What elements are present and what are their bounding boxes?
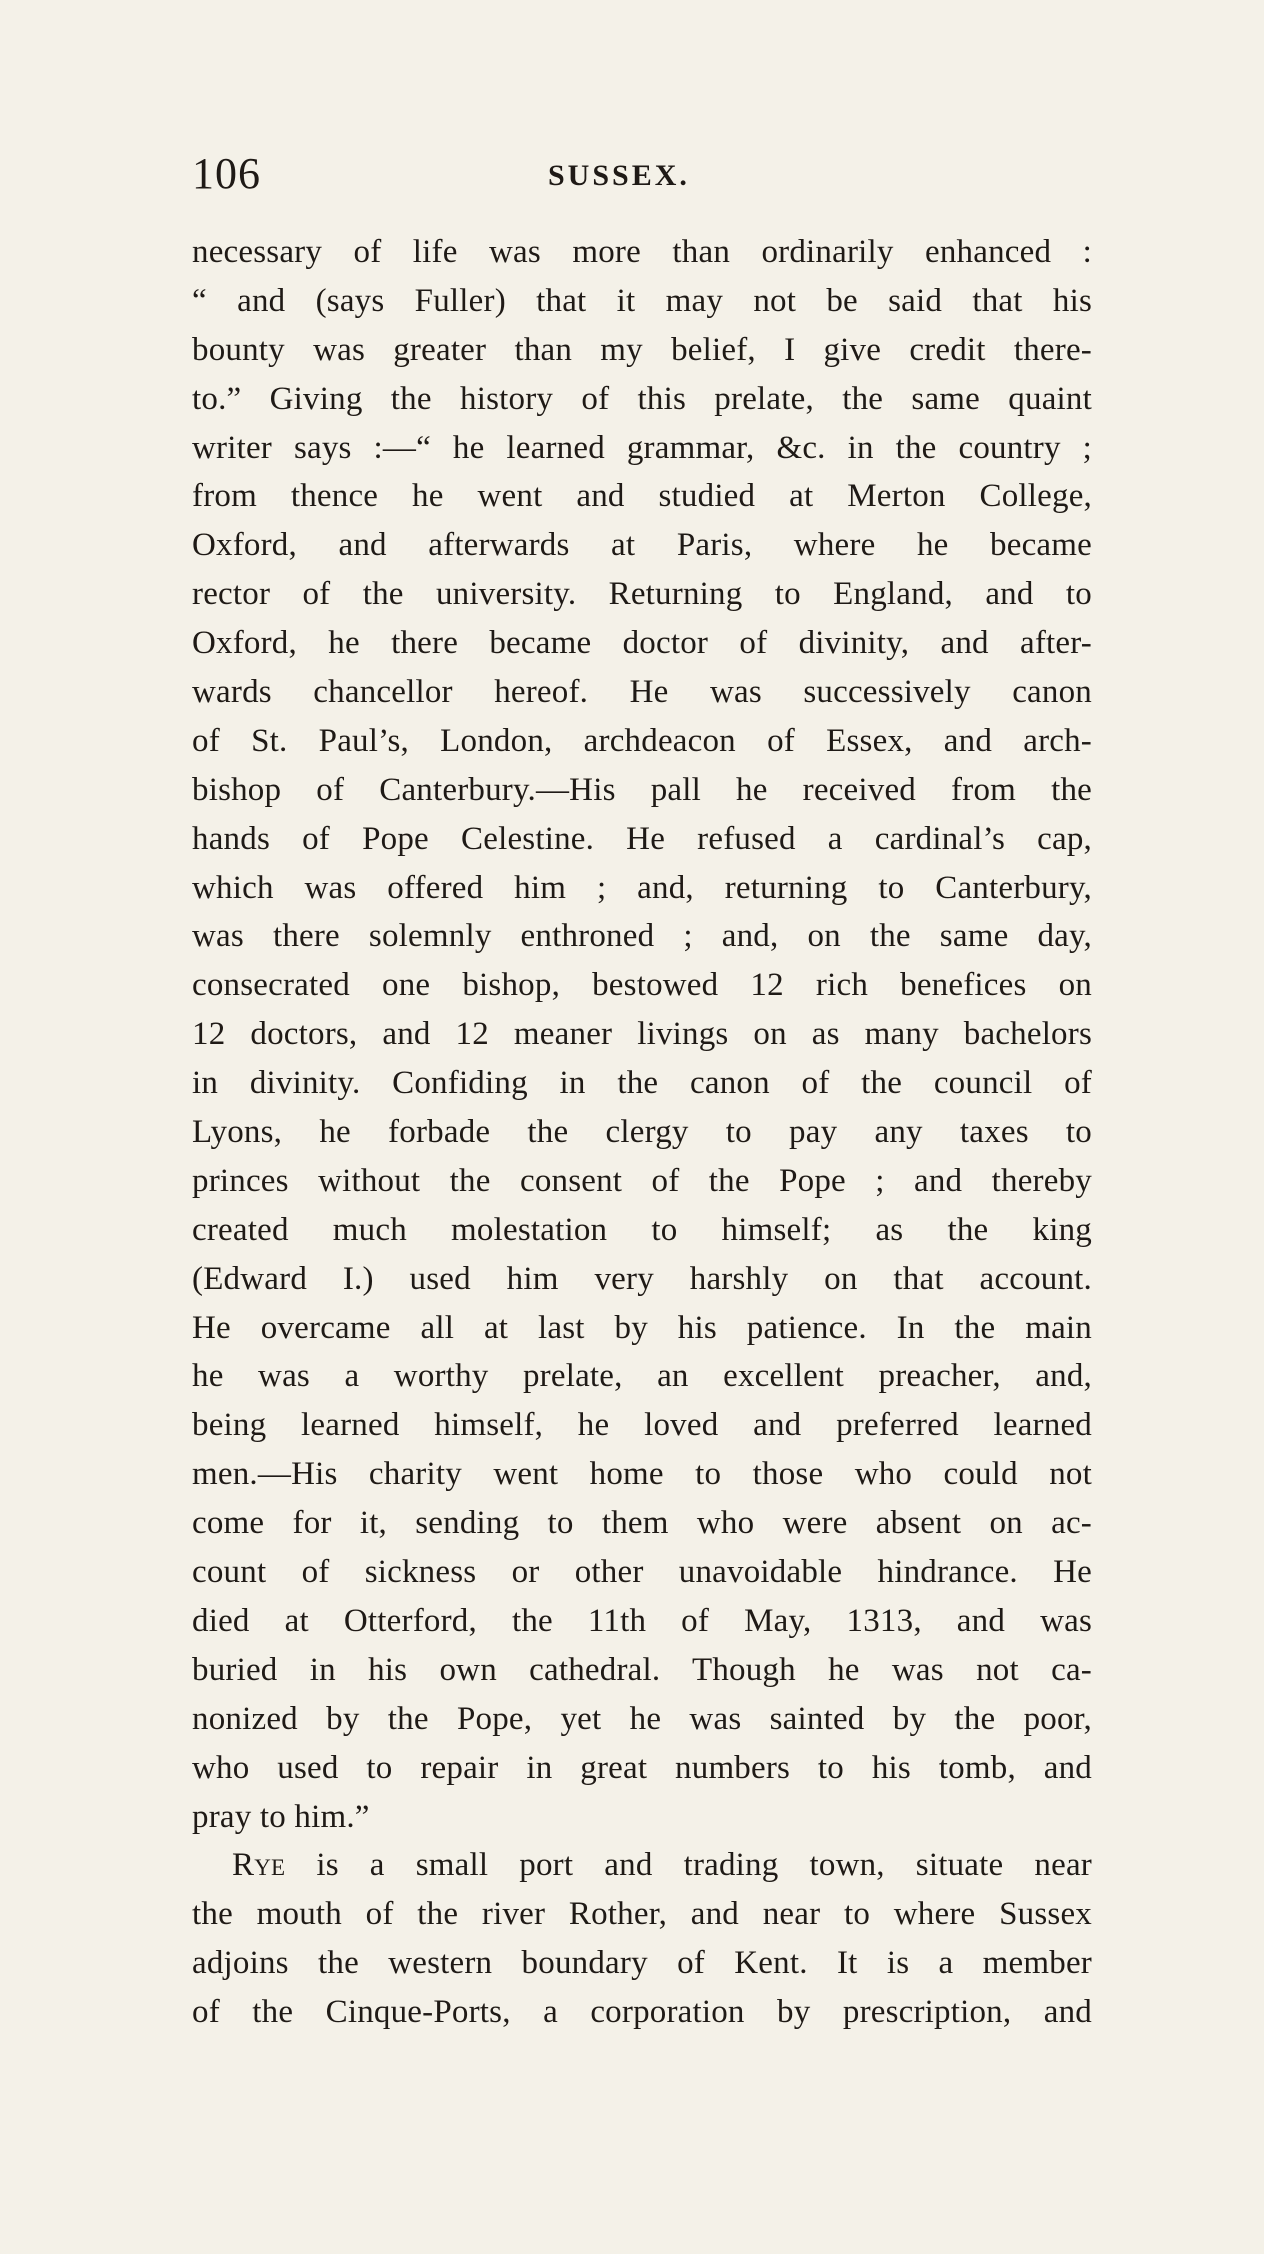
text-line-paragraph-end: pray to him.” xyxy=(192,1798,370,1835)
text-line: was there solemnly enthroned ; and, on the same day, xyxy=(192,918,1092,955)
text-line: Oxford, and afterwards at Paris, where he became xyxy=(192,527,1092,564)
text-line: from thence he went and studied at Merton College, xyxy=(192,478,1092,515)
text-line: which was offered him ; and, returning to Canterbury, xyxy=(192,869,1092,906)
text-line: bounty was greater than my belief, I give credit there- xyxy=(192,331,1092,368)
rye-lead-word: Rye xyxy=(232,1847,286,1884)
text-line: come for it, sending to them who were absent on ac- xyxy=(192,1505,1092,1542)
text-line: Lyons, he forbade the clergy to pay any taxes to xyxy=(192,1114,1092,1151)
text-line: 12 doctors, and 12 meaner livings on as many bachelors xyxy=(192,1016,1092,1053)
text-line: necessary of life was more than ordinarily enhanced : xyxy=(192,234,1092,270)
text-line: (Edward I.) used him very harshly on that account. xyxy=(192,1260,1092,1297)
text-line: consecrated one bishop, bestowed 12 rich benefices on xyxy=(192,967,1092,1004)
text-line: to.” Giving the history of this prelate, the same quaint xyxy=(192,380,1092,417)
rye-paragraph-first-line xyxy=(192,1841,1092,1890)
text-line: died at Otterford, the 11th of May, 1313, and was xyxy=(192,1602,1092,1639)
text-line: wards chancellor hereof. He was successively canon xyxy=(192,674,1092,711)
text-line: Oxford, he there became doctor of divinity, and after- xyxy=(192,625,1092,662)
text-line: of St. Paul’s, London, archdeacon of Essex, and arch- xyxy=(192,722,1092,759)
page-header xyxy=(192,148,1092,208)
text-line: men.—His charity went home to those who could not xyxy=(192,1456,1092,1493)
body-text xyxy=(192,228,1092,2037)
text-line: writer says :—“ he learned grammar, &c. in the country ; xyxy=(192,429,1092,466)
text-line: He overcame all at last by his patience. In the main xyxy=(192,1309,1092,1346)
page-number: 106 xyxy=(192,149,261,198)
text-line: in divinity. Confiding in the canon of the council of xyxy=(192,1065,1092,1102)
text-line: princes without the consent of the Pope ; and thereby xyxy=(192,1162,1092,1199)
text-line: bishop of Canterbury.—His pall he received from the xyxy=(192,771,1092,808)
text-line: the mouth of the river Rother, and near to where Sussex xyxy=(192,1896,1092,1933)
text-line: count of sickness or other unavoidable hindrance. He xyxy=(192,1554,1092,1591)
text-line: adjoins the western boundary of Kent. It is a member xyxy=(192,1945,1092,1982)
text-line: he was a worthy prelate, an excellent preacher, and, xyxy=(192,1358,1092,1395)
rye-first-line-text: is a small port and trading town, situate near xyxy=(285,1847,1092,1884)
text-line: being learned himself, he loved and preferred learned xyxy=(192,1407,1092,1444)
text-line: created much molestation to himself; as the king xyxy=(192,1211,1092,1248)
text-line: rector of the university. Returning to England, and to xyxy=(192,576,1092,613)
running-head: SUSSEX. xyxy=(548,159,690,192)
text-line: “ and (says Fuller) that it may not be said that his xyxy=(192,282,1092,319)
text-line: of the Cinque-Ports, a corporation by prescription, and xyxy=(192,1994,1092,2031)
text-line: nonized by the Pope, yet he was sainted by the poor, xyxy=(192,1700,1092,1737)
text-line: buried in his own cathedral. Though he was not ca- xyxy=(192,1651,1092,1688)
text-line: hands of Pope Celestine. He refused a cardinal’s cap, xyxy=(192,820,1092,857)
text-line: who used to repair in great numbers to his tomb, and xyxy=(192,1749,1092,1786)
